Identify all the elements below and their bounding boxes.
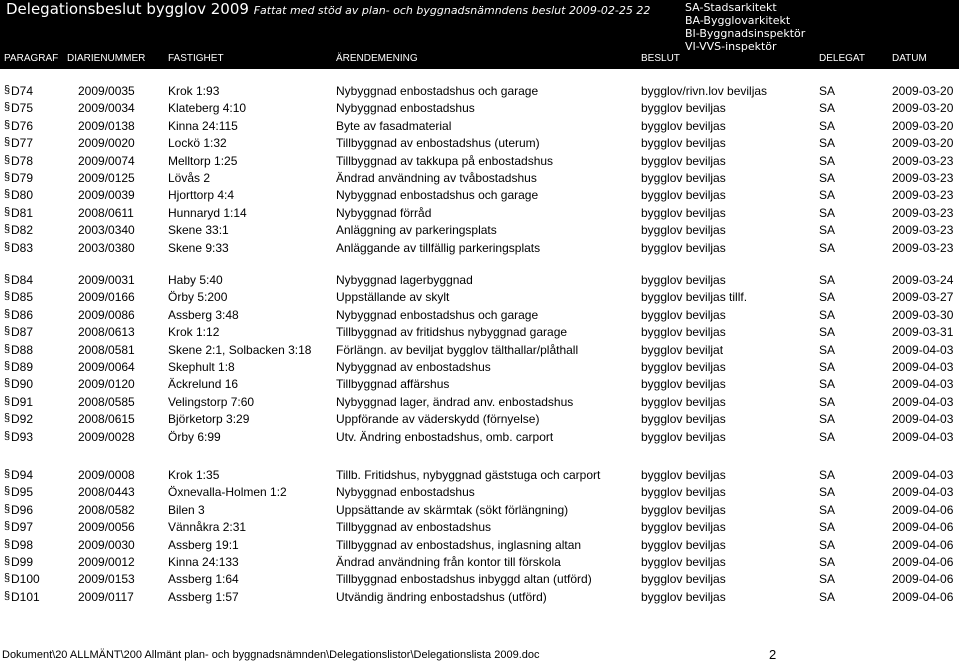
cell-datum: 2009-04-03	[892, 468, 954, 482]
cell-id: D98	[11, 537, 34, 552]
cell-arende: Nybyggnad enbostadshus och garage	[336, 84, 539, 98]
cell-datum: 2009-03-31	[892, 325, 954, 340]
cell-dnr: 2009/0030	[78, 537, 135, 552]
cell-arende: Anläggning av parkeringsplats	[336, 223, 497, 238]
cell-delegat: SA	[819, 342, 836, 357]
cell-delegat: SA	[819, 325, 836, 340]
cell-id: D77	[11, 136, 34, 151]
cell-dnr: 2009/0086	[78, 307, 135, 322]
paragraph-mark: §	[4, 555, 11, 567]
cell-dnr: 2009/0064	[78, 360, 135, 374]
table-row	[0, 273, 959, 290]
table-row	[0, 206, 959, 223]
cell-beslut: bygglov beviljas	[641, 429, 726, 444]
table-row	[0, 241, 959, 258]
document-title	[6, 0, 650, 18]
table-row	[0, 223, 959, 240]
table-row	[0, 360, 959, 377]
cell-beslut: bygglov beviljas	[641, 188, 726, 203]
table-row	[0, 555, 959, 572]
cell-beslut: bygglov beviljas	[641, 171, 726, 185]
cell-fastighet: Assberg 1:57	[168, 589, 239, 604]
paragraph-mark: §	[4, 360, 11, 372]
cell-beslut: bygglov beviljas	[641, 205, 726, 220]
cell-fastighet: Örby 5:200	[168, 290, 228, 305]
cell-arende: Utv. Ändring enbostadshus, omb. carport	[336, 429, 554, 444]
cell-datum: 2009-03-27	[892, 290, 954, 305]
cell-delegat: SA	[819, 589, 836, 604]
table-row	[0, 572, 959, 589]
cell-fastighet: Krok 1:93	[168, 84, 220, 98]
cell-id: D91	[11, 394, 34, 409]
column-header-arendemening: ÄRENDEMENING	[336, 53, 418, 64]
cell-delegat: SA	[819, 360, 836, 374]
cell-fastighet: Bilen 3	[168, 502, 205, 517]
cell-id: D76	[11, 118, 34, 133]
cell-beslut: bygglov beviljas	[641, 307, 726, 322]
cell-dnr: 2008/0582	[78, 502, 135, 517]
cell-datum: 2009-03-23	[892, 223, 954, 238]
paragraph-mark: §	[4, 153, 11, 166]
paragraph-mark: §	[4, 307, 11, 320]
cell-beslut: bygglov beviljas	[641, 412, 726, 427]
cell-datum: 2009-03-23	[892, 188, 954, 203]
table-row	[0, 84, 959, 101]
cell-delegat: SA	[819, 429, 836, 444]
cell-datum: 2009-03-23	[892, 153, 954, 168]
cell-fastighet: Krok 1:12	[168, 325, 220, 340]
cell-beslut: bygglov beviljas	[641, 537, 726, 552]
paragraph-mark: §	[4, 342, 11, 355]
cell-datum: 2009-04-06	[892, 589, 954, 604]
cell-datum: 2009-03-23	[892, 171, 954, 185]
cell-datum: 2009-04-06	[892, 502, 954, 517]
cell-delegat: SA	[819, 537, 836, 552]
cell-id: D80	[11, 188, 34, 203]
cell-fastighet: Vännåkra 2:31	[168, 520, 247, 535]
cell-dnr: 2009/0031	[78, 273, 135, 287]
cell-delegat: SA	[819, 485, 836, 500]
cell-dnr: 2009/0120	[78, 377, 135, 392]
cell-beslut: bygglov beviljas	[641, 468, 726, 482]
cell-beslut: bygglov beviljas	[641, 118, 726, 133]
column-header-paragraf: PARAGRAF	[4, 53, 59, 64]
cell-dnr: 2009/0074	[78, 153, 135, 168]
cell-delegat: SA	[819, 205, 836, 220]
cell-id: D95	[11, 485, 34, 500]
paragraph-mark: §	[4, 412, 11, 425]
cell-delegat: SA	[819, 377, 836, 392]
cell-arende: Nybyggnad enbostadshus och garage	[336, 307, 539, 322]
cell-dnr: 2008/0585	[78, 394, 135, 409]
cell-id: D75	[11, 101, 34, 116]
cell-datum: 2009-03-20	[892, 84, 954, 98]
paragraph-mark: §	[4, 394, 11, 407]
cell-dnr: 2008/0613	[78, 325, 135, 340]
cell-fastighet: Skene 9:33	[168, 240, 229, 255]
cell-arende: Förlängn. av beviljat bygglov tälthallar/plåthall	[336, 342, 579, 357]
cell-datum: 2009-04-03	[892, 360, 954, 374]
paragraph-mark: §	[4, 468, 11, 480]
cell-dnr: 2009/0008	[78, 468, 135, 482]
table-row	[0, 430, 959, 447]
cell-fastighet: Krok 1:35	[168, 468, 220, 482]
table-row	[0, 171, 959, 188]
table-row	[0, 468, 959, 485]
table-row	[0, 395, 959, 412]
cell-id: D96	[11, 502, 34, 517]
cell-beslut: bygglov beviljas	[641, 572, 726, 587]
cell-id: D100	[11, 572, 40, 587]
table-row	[0, 538, 959, 555]
cell-dnr: 2009/0138	[78, 118, 135, 133]
cell-arende: Tillbyggnad av fritidshus nybyggnad garage	[336, 325, 568, 340]
cell-datum: 2009-03-24	[892, 273, 954, 287]
table-row	[0, 343, 959, 360]
table-row	[0, 136, 959, 153]
paragraph-mark: §	[4, 171, 11, 183]
cell-arende: Nybyggnad enbostadshus	[336, 485, 475, 500]
cell-datum: 2009-03-23	[892, 205, 954, 220]
cell-beslut: bygglov beviljas	[641, 273, 726, 287]
cell-id: D94	[11, 468, 34, 482]
cell-id: D83	[11, 240, 34, 255]
cell-dnr: 2003/0380	[78, 240, 135, 255]
table-row	[0, 188, 959, 205]
cell-delegat: SA	[819, 153, 836, 168]
cell-fastighet: Kinna 24:133	[168, 555, 239, 569]
role-legend	[685, 1, 805, 53]
cell-arende: Tillbyggnad enbostadshus inbyggd altan (utförd)	[336, 572, 592, 587]
cell-dnr: 2003/0340	[78, 223, 135, 238]
cell-delegat: SA	[819, 273, 836, 287]
cell-id: D86	[11, 307, 34, 322]
cell-beslut: bygglov beviljas	[641, 485, 726, 500]
cell-dnr: 2008/0581	[78, 342, 135, 357]
cell-arende: Tillbyggnad av enbostadshus (uterum)	[336, 136, 540, 151]
cell-delegat: SA	[819, 394, 836, 409]
cell-id: D99	[11, 555, 34, 569]
cell-arende: Ändrad användning från kontor till förskola	[336, 555, 561, 569]
cell-fastighet: Velingstorp 7:60	[168, 394, 255, 409]
cell-dnr: 2009/0056	[78, 520, 135, 535]
cell-arende: Tillbyggnad affärshus	[336, 377, 450, 392]
paragraph-mark: §	[4, 101, 11, 114]
table-row	[0, 325, 959, 342]
cell-delegat: SA	[819, 555, 836, 569]
cell-dnr: 2009/0039	[78, 188, 135, 203]
cell-dnr: 2009/0028	[78, 429, 135, 444]
cell-dnr: 2009/0035	[78, 84, 135, 98]
cell-fastighet: Örby 6:99	[168, 429, 221, 444]
cell-dnr: 2009/0166	[78, 290, 135, 305]
cell-beslut: bygglov beviljas	[641, 101, 726, 116]
cell-beslut: bygglov beviljas	[641, 502, 726, 517]
cell-fastighet: Melltorp 1:25	[168, 153, 238, 168]
cell-delegat: SA	[819, 101, 836, 116]
cell-id: D85	[11, 290, 34, 305]
table-row	[0, 290, 959, 307]
cell-datum: 2009-04-06	[892, 537, 954, 552]
cell-fastighet: Klateberg 4:10	[168, 101, 247, 116]
cell-fastighet: Hunnaryd 1:14	[168, 205, 247, 220]
cell-id: D87	[11, 325, 34, 340]
cell-dnr: 2008/0611	[78, 205, 134, 220]
cell-id: D84	[11, 273, 34, 287]
footer-path: Dokument\20 ALLMÄNT\200 Allmänt plan- och byggnadsnämnden\Delegationslistor\Delegationslista 2009.doc	[2, 649, 540, 661]
cell-beslut: bygglov beviljas	[641, 240, 726, 255]
cell-beslut: bygglov/rivn.lov beviljas	[641, 84, 768, 98]
cell-delegat: SA	[819, 171, 836, 185]
cell-fastighet: Skene 2:1, Solbacken 3:18	[168, 342, 312, 357]
cell-datum: 2009-03-20	[892, 118, 954, 133]
table-row	[0, 412, 959, 429]
paragraph-mark: §	[4, 589, 11, 602]
cell-delegat: SA	[819, 412, 836, 427]
cell-dnr: 2009/0153	[78, 572, 135, 587]
cell-datum: 2009-04-03	[892, 412, 954, 427]
role-bi: BI-Byggnadsinspektör	[685, 27, 806, 40]
cell-arende: Nybyggnad av enbostadshus	[336, 360, 491, 374]
cell-delegat: SA	[819, 307, 836, 322]
cell-arende: Ändrad användning av tvåbostadshus	[336, 171, 537, 185]
cell-datum: 2009-04-03	[892, 485, 954, 500]
cell-beslut: bygglov beviljas	[641, 223, 726, 238]
cell-id: D74	[11, 84, 34, 98]
paragraph-mark: §	[4, 325, 11, 338]
table-row	[0, 119, 959, 136]
cell-delegat: SA	[819, 118, 836, 133]
cell-arende: Tillb. Fritidshus, nybyggnad gäststuga och carport	[336, 468, 601, 482]
column-header-datum: DATUM	[892, 53, 927, 64]
cell-delegat: SA	[819, 290, 836, 305]
paragraph-mark: §	[4, 290, 11, 303]
table-row	[0, 590, 959, 607]
cell-fastighet: Haby 5:40	[168, 273, 223, 287]
cell-delegat: SA	[819, 468, 836, 482]
table-row	[0, 377, 959, 394]
cell-fastighet: Äckrelund 16	[168, 377, 239, 392]
cell-datum: 2009-03-30	[892, 307, 954, 322]
paragraph-mark: §	[4, 223, 11, 236]
cell-datum: 2009-04-06	[892, 572, 954, 587]
role-sa: SA-Stadsarkitekt	[685, 1, 777, 14]
cell-beslut: bygglov beviljat	[641, 342, 724, 357]
page-number: 2	[769, 647, 777, 662]
paragraph-mark: §	[4, 572, 11, 585]
cell-id: D92	[11, 412, 34, 427]
table-row	[0, 308, 959, 325]
paragraph-mark: §	[4, 188, 11, 201]
document-header	[0, 0, 959, 69]
paragraph-mark: §	[4, 118, 11, 131]
cell-id: D90	[11, 377, 34, 392]
role-vi: VI-VVS-inspektör	[685, 40, 777, 53]
cell-beslut: bygglov beviljas	[641, 555, 726, 569]
cell-beslut: bygglov beviljas	[641, 377, 726, 392]
paragraph-mark: §	[4, 485, 11, 498]
cell-fastighet: Assberg 1:64	[168, 572, 239, 587]
cell-dnr: 2009/0020	[78, 136, 135, 151]
cell-id: D81	[11, 205, 34, 220]
cell-fastighet: Lockö 1:32	[168, 136, 227, 151]
cell-arende: Nybyggnad enbostadshus	[336, 101, 475, 116]
cell-datum: 2009-03-20	[892, 101, 954, 116]
cell-datum: 2009-03-23	[892, 240, 954, 255]
cell-datum: 2009-04-06	[892, 520, 954, 535]
cell-arende: Nybyggnad lagerbyggnad	[336, 273, 473, 287]
paragraph-mark: §	[4, 136, 11, 149]
cell-delegat: SA	[819, 84, 836, 98]
cell-dnr: 2008/0443	[78, 485, 135, 500]
cell-datum: 2009-04-03	[892, 429, 954, 444]
cell-datum: 2009-03-20	[892, 136, 954, 151]
paragraph-mark: §	[4, 502, 11, 515]
column-header-fastighet: FASTIGHET	[168, 53, 224, 64]
cell-delegat: SA	[819, 520, 836, 535]
cell-id: D78	[11, 153, 34, 168]
cell-arende: Nybyggnad enbostadshus och garage	[336, 188, 539, 203]
column-header-beslut: BESLUT	[641, 53, 680, 64]
table-row	[0, 101, 959, 118]
cell-fastighet: Skephult 1:8	[168, 360, 235, 374]
cell-beslut: bygglov beviljas	[641, 360, 726, 374]
cell-fastighet: Björketorp 3:29	[168, 412, 250, 427]
cell-delegat: SA	[819, 240, 836, 255]
cell-arende: Uppförande av väderskydd (förnyelse)	[336, 412, 540, 427]
cell-id: D89	[11, 360, 34, 374]
cell-fastighet: Hjorttorp 4:4	[168, 188, 235, 203]
cell-fastighet: Assberg 19:1	[168, 537, 239, 552]
cell-id: D97	[11, 520, 34, 535]
table-row	[0, 485, 959, 502]
cell-dnr: 2009/0117	[78, 589, 134, 604]
cell-delegat: SA	[819, 188, 836, 203]
cell-arende: Byte av fasadmaterial	[336, 118, 452, 133]
title-subtitle: Fattat med stöd av plan- och byggnadsnämndens beslut 2009-02-25 22	[253, 4, 651, 17]
cell-arende: Nybyggnad förråd	[336, 205, 432, 220]
paragraph-mark: §	[4, 377, 11, 390]
paragraph-mark: §	[4, 520, 11, 533]
paragraph-mark: §	[4, 537, 11, 550]
cell-id: D79	[11, 171, 34, 185]
cell-datum: 2009-04-06	[892, 555, 954, 569]
cell-arende: Utvändig ändring enbostadshus (utförd)	[336, 589, 547, 604]
cell-arende: Uppsättande av skärmtak (sökt förlängning)	[336, 502, 569, 517]
cell-id: D88	[11, 342, 34, 357]
paragraph-mark: §	[4, 240, 11, 253]
cell-arende: Uppställande av skylt	[336, 290, 450, 305]
cell-beslut: bygglov beviljas	[641, 153, 726, 168]
cell-delegat: SA	[819, 136, 836, 151]
cell-fastighet: Lövås 2	[168, 171, 211, 185]
table-row	[0, 154, 959, 171]
cell-id: D93	[11, 429, 34, 444]
cell-beslut: bygglov beviljas	[641, 520, 726, 535]
column-header-diarienummer: DIARIENUMMER	[67, 53, 146, 64]
cell-fastighet: Kinna 24:115	[168, 118, 238, 133]
cell-id: D101	[11, 589, 40, 604]
cell-fastighet: Öxnevalla-Holmen 1:2	[168, 485, 287, 500]
cell-beslut: bygglov beviljas	[641, 589, 726, 604]
title-text: Delegationsbeslut bygglov 2009	[6, 0, 249, 18]
cell-arende: Tillbyggnad av takkupa på enbostadshus	[336, 153, 554, 168]
cell-fastighet: Assberg 3:48	[168, 307, 239, 322]
paragraph-mark: §	[4, 429, 11, 442]
cell-delegat: SA	[819, 223, 836, 238]
cell-beslut: bygglov beviljas tillf.	[641, 290, 748, 305]
column-header-delegat: DELEGAT	[819, 53, 865, 64]
cell-arende: Nybyggnad lager, ändrad anv. enbostadshus	[336, 394, 574, 409]
role-ba: BA-Bygglovarkitekt	[685, 14, 791, 27]
table-row	[0, 503, 959, 520]
cell-datum: 2009-04-03	[892, 342, 954, 357]
cell-delegat: SA	[819, 572, 836, 587]
cell-datum: 2009-04-03	[892, 394, 954, 409]
cell-dnr: 2008/0615	[78, 412, 135, 427]
cell-arende: Tillbyggnad av enbostadshus, inglasning altan	[336, 537, 582, 552]
cell-fastighet: Skene 33:1	[168, 223, 229, 238]
cell-beslut: bygglov beviljas	[641, 394, 726, 409]
table-row	[0, 520, 959, 537]
cell-beslut: bygglov beviljas	[641, 325, 726, 340]
cell-dnr: 2009/0012	[78, 555, 135, 569]
cell-arende: Anläggande av tillfällig parkeringsplats	[336, 240, 541, 255]
cell-datum: 2009-04-03	[892, 377, 954, 392]
cell-beslut: bygglov beviljas	[641, 136, 726, 151]
cell-arende: Tillbyggnad av enbostadshus	[336, 520, 491, 535]
cell-dnr: 2009/0125	[78, 171, 135, 185]
paragraph-mark: §	[4, 273, 11, 285]
paragraph-mark: §	[4, 205, 11, 218]
cell-delegat: SA	[819, 502, 836, 517]
cell-dnr: 2009/0034	[78, 101, 135, 116]
cell-id: D82	[11, 223, 34, 238]
paragraph-mark: §	[4, 84, 11, 96]
